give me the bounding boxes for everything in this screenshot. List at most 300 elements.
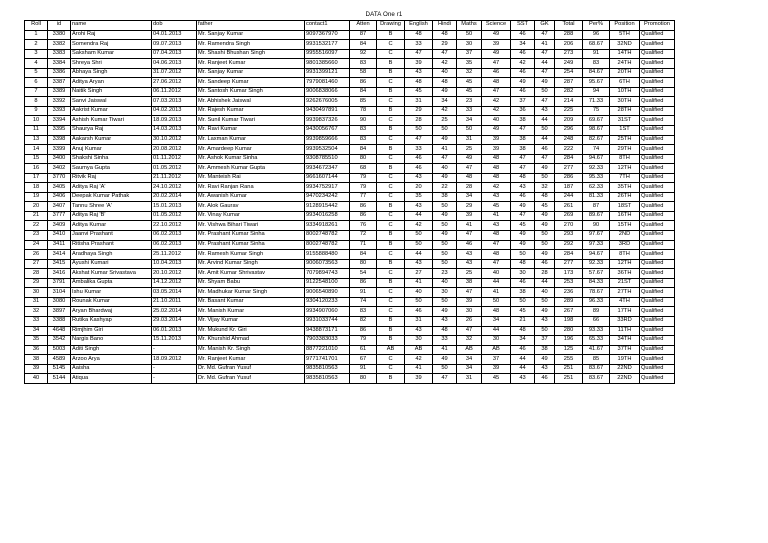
- roll-cell[interactable]: 14: [25, 145, 48, 155]
- id-cell[interactable]: 3777: [48, 211, 71, 221]
- per-cell[interactable]: 97.67: [583, 231, 610, 241]
- drawing-cell[interactable]: B: [377, 316, 405, 326]
- atten-cell[interactable]: 78: [350, 106, 377, 116]
- dob-cell[interactable]: 29.03.2014: [152, 316, 197, 326]
- col-header[interactable]: Promotion: [640, 21, 675, 31]
- atten-cell[interactable]: 92: [350, 49, 377, 59]
- sst-cell[interactable]: 44: [511, 355, 535, 365]
- english-cell[interactable]: 27: [405, 269, 433, 279]
- hindi-cell[interactable]: 40: [433, 164, 457, 174]
- roll-cell[interactable]: 18: [25, 183, 48, 193]
- id-cell[interactable]: 5145: [48, 364, 71, 374]
- roll-cell[interactable]: 33: [25, 316, 48, 326]
- sst-cell[interactable]: 46: [511, 87, 535, 97]
- hindi-cell[interactable]: 42: [433, 59, 457, 69]
- father-cell[interactable]: Mr. Sandeep Kumar: [197, 78, 305, 88]
- per-cell[interactable]: 95.33: [583, 173, 610, 183]
- id-cell[interactable]: 3400: [48, 154, 71, 164]
- promotion-cell[interactable]: Qualified: [640, 269, 675, 279]
- drawing-cell[interactable]: C: [377, 355, 405, 365]
- gk-cell[interactable]: 49: [535, 355, 555, 365]
- english-cell[interactable]: 30: [405, 336, 433, 346]
- drawing-cell[interactable]: C: [377, 183, 405, 193]
- position-cell[interactable]: 11TH: [610, 326, 640, 336]
- english-cell[interactable]: 46: [405, 164, 433, 174]
- father-cell[interactable]: Mr. Vijay Kumar: [197, 316, 305, 326]
- name-cell[interactable]: Naitik Singh: [71, 87, 152, 97]
- promotion-cell[interactable]: Qualified: [640, 288, 675, 298]
- drawing-cell[interactable]: C: [377, 40, 405, 50]
- hindi-cell[interactable]: 49: [433, 307, 457, 317]
- total-cell[interactable]: 198: [555, 316, 583, 326]
- total-cell[interactable]: 244: [555, 192, 583, 202]
- hindi-cell[interactable]: 40: [433, 68, 457, 78]
- sst-cell[interactable]: 47: [511, 126, 535, 136]
- father-cell[interactable]: Mr. Manish Kumar: [197, 307, 305, 317]
- id-cell[interactable]: 3395: [48, 126, 71, 136]
- english-cell[interactable]: 50: [405, 240, 433, 250]
- science-cell[interactable]: 48: [482, 173, 511, 183]
- father-cell[interactable]: Mr. Sanjay Kumar: [197, 30, 305, 40]
- sst-cell[interactable]: 38: [511, 288, 535, 298]
- per-cell[interactable]: 83.67: [583, 364, 610, 374]
- dob-cell[interactable]: 31.07.2012: [152, 68, 197, 78]
- position-cell[interactable]: 15TH: [610, 221, 640, 231]
- science-cell[interactable]: 44: [482, 326, 511, 336]
- maths-cell[interactable]: 47: [457, 164, 482, 174]
- science-cell[interactable]: 40: [482, 116, 511, 126]
- id-cell[interactable]: 3398: [48, 135, 71, 145]
- maths-cell[interactable]: 43: [457, 259, 482, 269]
- name-cell[interactable]: Aaisha: [71, 364, 152, 374]
- dob-cell[interactable]: 04.06.2013: [152, 59, 197, 69]
- name-cell[interactable]: Aditya Raj 'B': [71, 211, 152, 221]
- sst-cell[interactable]: 34: [511, 40, 535, 50]
- col-header[interactable]: Per%: [583, 21, 610, 31]
- contact-cell[interactable]: 9006073563: [305, 259, 350, 269]
- english-cell[interactable]: 43: [405, 259, 433, 269]
- english-cell[interactable]: 31: [405, 97, 433, 107]
- promotion-cell[interactable]: Qualified: [640, 183, 675, 193]
- english-cell[interactable]: 40: [405, 288, 433, 298]
- drawing-cell[interactable]: C: [377, 221, 405, 231]
- contact-cell[interactable]: 9006540890: [305, 288, 350, 298]
- dob-cell[interactable]: 20.10.2012: [152, 269, 197, 279]
- total-cell[interactable]: 249: [555, 59, 583, 69]
- hindi-cell[interactable]: 49: [433, 355, 457, 365]
- maths-cell[interactable]: 34: [457, 364, 482, 374]
- maths-cell[interactable]: 38: [457, 278, 482, 288]
- id-cell[interactable]: 3383: [48, 49, 71, 59]
- atten-cell[interactable]: 71: [350, 240, 377, 250]
- total-cell[interactable]: 236: [555, 288, 583, 298]
- position-cell[interactable]: 30TH: [610, 97, 640, 107]
- per-cell[interactable]: 90: [583, 221, 610, 231]
- promotion-cell[interactable]: Qualified: [640, 116, 675, 126]
- science-cell[interactable]: 48: [482, 231, 511, 241]
- sst-cell[interactable]: 49: [511, 202, 535, 212]
- drawing-cell[interactable]: C: [377, 78, 405, 88]
- total-cell[interactable]: 273: [555, 49, 583, 59]
- total-cell[interactable]: 225: [555, 106, 583, 116]
- col-header[interactable]: English: [405, 21, 433, 31]
- roll-cell[interactable]: 22: [25, 221, 48, 231]
- promotion-cell[interactable]: Qualified: [640, 211, 675, 221]
- id-cell[interactable]: 3405: [48, 183, 71, 193]
- position-cell[interactable]: 6TH: [610, 78, 640, 88]
- per-cell[interactable]: 93.33: [583, 326, 610, 336]
- maths-cell[interactable]: 34: [457, 192, 482, 202]
- name-cell[interactable]: Shreya Shri: [71, 59, 152, 69]
- sst-cell[interactable]: 46: [511, 192, 535, 202]
- id-cell[interactable]: 3409: [48, 221, 71, 231]
- id-cell[interactable]: 4589: [48, 355, 71, 365]
- science-cell[interactable]: 37: [482, 355, 511, 365]
- name-cell[interactable]: Ritvik Raj: [71, 173, 152, 183]
- total-cell[interactable]: 267: [555, 307, 583, 317]
- gk-cell[interactable]: 49: [535, 221, 555, 231]
- atten-cell[interactable]: 83: [350, 59, 377, 69]
- roll-cell[interactable]: 17: [25, 173, 48, 183]
- roll-cell[interactable]: 28: [25, 269, 48, 279]
- name-cell[interactable]: Aditya Raj 'A': [71, 183, 152, 193]
- english-cell[interactable]: 42: [405, 221, 433, 231]
- atten-cell[interactable]: 67: [350, 355, 377, 365]
- maths-cell[interactable]: 30: [457, 307, 482, 317]
- contact-cell[interactable]: 9931033744: [305, 316, 350, 326]
- maths-cell[interactable]: 50: [457, 30, 482, 40]
- total-cell[interactable]: 254: [555, 68, 583, 78]
- total-cell[interactable]: 293: [555, 231, 583, 241]
- father-cell[interactable]: Mr. Ranjeet Kumar: [197, 355, 305, 365]
- hindi-cell[interactable]: 50: [433, 297, 457, 307]
- position-cell[interactable]: 33RD: [610, 316, 640, 326]
- id-cell[interactable]: 3384: [48, 59, 71, 69]
- position-cell[interactable]: 37TH: [610, 345, 640, 355]
- atten-cell[interactable]: 84: [350, 40, 377, 50]
- total-cell[interactable]: 196: [555, 336, 583, 346]
- maths-cell[interactable]: 45: [457, 87, 482, 97]
- per-cell[interactable]: 87: [583, 202, 610, 212]
- dob-cell[interactable]: 03.05.2014: [152, 288, 197, 298]
- gk-cell[interactable]: 47: [535, 154, 555, 164]
- per-cell[interactable]: 75: [583, 106, 610, 116]
- position-cell[interactable]: 7TH: [610, 173, 640, 183]
- atten-cell[interactable]: 86: [350, 78, 377, 88]
- dob-cell[interactable]: 06.01.2013: [152, 326, 197, 336]
- contact-cell[interactable]: 9939532504: [305, 145, 350, 155]
- name-cell[interactable]: Ayushi Kumari: [71, 259, 152, 269]
- drawing-cell[interactable]: C: [377, 49, 405, 59]
- atten-cell[interactable]: 80: [350, 154, 377, 164]
- col-header[interactable]: Drawing: [377, 21, 405, 31]
- name-cell[interactable]: Somendra Raj: [71, 40, 152, 50]
- name-cell[interactable]: Abhaya Singh: [71, 68, 152, 78]
- dob-cell[interactable]: -: [152, 374, 197, 384]
- position-cell[interactable]: 34TH: [610, 336, 640, 346]
- hindi-cell[interactable]: 23: [433, 269, 457, 279]
- gk-cell[interactable]: 49: [535, 78, 555, 88]
- drawing-cell[interactable]: B: [377, 145, 405, 155]
- father-cell[interactable]: Mr. Madhukar Kumar Singh: [197, 288, 305, 298]
- col-header[interactable]: dob: [152, 21, 197, 31]
- id-cell[interactable]: 3104: [48, 288, 71, 298]
- position-cell[interactable]: 22ND: [610, 374, 640, 384]
- maths-cell[interactable]: 28: [457, 183, 482, 193]
- position-cell[interactable]: 2ND: [610, 231, 640, 241]
- maths-cell[interactable]: 29: [457, 202, 482, 212]
- drawing-cell[interactable]: B: [377, 231, 405, 241]
- id-cell[interactable]: 5003: [48, 345, 71, 355]
- per-cell[interactable]: 62.33: [583, 183, 610, 193]
- promotion-cell[interactable]: Qualified: [640, 316, 675, 326]
- gk-cell[interactable]: 50: [535, 173, 555, 183]
- gk-cell[interactable]: 47: [535, 30, 555, 40]
- english-cell[interactable]: 41: [405, 364, 433, 374]
- sst-cell[interactable]: 49: [511, 240, 535, 250]
- dob-cell[interactable]: 25.02.2014: [152, 307, 197, 317]
- father-cell[interactable]: Mr. Rajesh Kumar: [197, 106, 305, 116]
- total-cell[interactable]: 253: [555, 278, 583, 288]
- gk-cell[interactable]: 49: [535, 250, 555, 260]
- per-cell[interactable]: 96: [583, 30, 610, 40]
- gk-cell[interactable]: 46: [535, 145, 555, 155]
- gk-cell[interactable]: 37: [535, 336, 555, 346]
- dob-cell[interactable]: -: [152, 345, 197, 355]
- per-cell[interactable]: 82.67: [583, 135, 610, 145]
- hindi-cell[interactable]: 49: [433, 211, 457, 221]
- english-cell[interactable]: 39: [405, 374, 433, 384]
- contact-cell[interactable]: 9661607144: [305, 173, 350, 183]
- roll-cell[interactable]: 23: [25, 231, 48, 241]
- english-cell[interactable]: 31: [405, 316, 433, 326]
- sst-cell[interactable]: 36: [511, 106, 535, 116]
- sst-cell[interactable]: 46: [511, 30, 535, 40]
- name-cell[interactable]: Aryan Bhardwaj: [71, 307, 152, 317]
- col-header[interactable]: Science: [482, 21, 511, 31]
- position-cell[interactable]: 21ST: [610, 278, 640, 288]
- science-cell[interactable]: 47: [482, 59, 511, 69]
- roll-cell[interactable]: 11: [25, 126, 48, 136]
- father-cell[interactable]: Mr. Ashok Kumar Sinha: [197, 154, 305, 164]
- id-cell[interactable]: 3407: [48, 202, 71, 212]
- promotion-cell[interactable]: Qualified: [640, 202, 675, 212]
- sst-cell[interactable]: 38: [511, 116, 535, 126]
- per-cell[interactable]: 69.67: [583, 116, 610, 126]
- drawing-cell[interactable]: AB: [377, 345, 405, 355]
- hindi-cell[interactable]: 22: [433, 183, 457, 193]
- father-cell[interactable]: Mr. Awanish Kumar: [197, 192, 305, 202]
- promotion-cell[interactable]: Qualified: [640, 326, 675, 336]
- col-header[interactable]: Roll: [25, 21, 48, 31]
- name-cell[interactable]: Saksham Kumar: [71, 49, 152, 59]
- drawing-cell[interactable]: B: [377, 106, 405, 116]
- sst-cell[interactable]: 46: [511, 345, 535, 355]
- promotion-cell[interactable]: Qualified: [640, 173, 675, 183]
- atten-cell[interactable]: 72: [350, 231, 377, 241]
- english-cell[interactable]: 48: [405, 78, 433, 88]
- sst-cell[interactable]: 48: [511, 259, 535, 269]
- promotion-cell[interactable]: Qualified: [640, 97, 675, 107]
- science-cell[interactable]: 44: [482, 278, 511, 288]
- english-cell[interactable]: 43: [405, 202, 433, 212]
- maths-cell[interactable]: 50: [457, 126, 482, 136]
- english-cell[interactable]: 20: [405, 183, 433, 193]
- position-cell[interactable]: 36TH: [610, 269, 640, 279]
- per-cell[interactable]: 81.33: [583, 192, 610, 202]
- father-cell[interactable]: Mr. Laxman Kumar: [197, 135, 305, 145]
- drawing-cell[interactable]: C: [377, 297, 405, 307]
- sst-cell[interactable]: 49: [511, 231, 535, 241]
- science-cell[interactable]: 30: [482, 336, 511, 346]
- total-cell[interactable]: 269: [555, 211, 583, 221]
- roll-cell[interactable]: 10: [25, 116, 48, 126]
- english-cell[interactable]: 48: [405, 30, 433, 40]
- position-cell[interactable]: 1ST: [610, 126, 640, 136]
- gk-cell[interactable]: 49: [535, 307, 555, 317]
- hindi-cell[interactable]: 49: [433, 231, 457, 241]
- atten-cell[interactable]: 90: [350, 116, 377, 126]
- english-cell[interactable]: 44: [405, 250, 433, 260]
- col-header[interactable]: Total: [555, 21, 583, 31]
- gk-cell[interactable]: 47: [535, 68, 555, 78]
- english-cell[interactable]: 41: [405, 278, 433, 288]
- promotion-cell[interactable]: Qualified: [640, 192, 675, 202]
- gk-cell[interactable]: 47: [535, 97, 555, 107]
- id-cell[interactable]: 3406: [48, 192, 71, 202]
- per-cell[interactable]: 83.67: [583, 374, 610, 384]
- sst-cell[interactable]: 42: [511, 59, 535, 69]
- promotion-cell[interactable]: Qualified: [640, 221, 675, 231]
- dob-cell[interactable]: 04.01.2013: [152, 30, 197, 40]
- drawing-cell[interactable]: B: [377, 336, 405, 346]
- id-cell[interactable]: 3414: [48, 250, 71, 260]
- father-cell[interactable]: Mr. Shyam Babu: [197, 278, 305, 288]
- per-cell[interactable]: 89: [583, 307, 610, 317]
- name-cell[interactable]: Shaurya Raj: [71, 126, 152, 136]
- dob-cell[interactable]: 06.02.2013: [152, 231, 197, 241]
- promotion-cell[interactable]: Qualified: [640, 364, 675, 374]
- dob-cell[interactable]: 18.09.2012: [152, 355, 197, 365]
- atten-cell[interactable]: 74: [350, 297, 377, 307]
- total-cell[interactable]: 261: [555, 202, 583, 212]
- atten-cell[interactable]: 91: [350, 288, 377, 298]
- total-cell[interactable]: 292: [555, 240, 583, 250]
- col-header[interactable]: Position: [610, 21, 640, 31]
- position-cell[interactable]: 4TH: [610, 297, 640, 307]
- contact-cell[interactable]: 9262676005: [305, 97, 350, 107]
- total-cell[interactable]: 125: [555, 345, 583, 355]
- col-header[interactable]: id: [48, 21, 71, 31]
- col-header[interactable]: Atten: [350, 21, 377, 31]
- per-cell[interactable]: 95.67: [583, 78, 610, 88]
- sst-cell[interactable]: 47: [511, 164, 535, 174]
- maths-cell[interactable]: 23: [457, 97, 482, 107]
- sst-cell[interactable]: 46: [511, 278, 535, 288]
- sst-cell[interactable]: 46: [511, 68, 535, 78]
- hindi-cell[interactable]: 47: [433, 154, 457, 164]
- name-cell[interactable]: Sanvi Jaiswal: [71, 97, 152, 107]
- dob-cell[interactable]: 06.02.2013: [152, 240, 197, 250]
- roll-cell[interactable]: 30: [25, 288, 48, 298]
- name-cell[interactable]: Tannu Shree 'A': [71, 202, 152, 212]
- gk-cell[interactable]: 50: [535, 326, 555, 336]
- total-cell[interactable]: 222: [555, 145, 583, 155]
- english-cell[interactable]: AB: [405, 345, 433, 355]
- col-header[interactable]: GK: [535, 21, 555, 31]
- promotion-cell[interactable]: Qualified: [640, 154, 675, 164]
- position-cell[interactable]: 32ND: [610, 40, 640, 50]
- total-cell[interactable]: 187: [555, 183, 583, 193]
- contact-cell[interactable]: 9835810563: [305, 374, 350, 384]
- sst-cell[interactable]: 45: [511, 307, 535, 317]
- drawing-cell[interactable]: B: [377, 164, 405, 174]
- dob-cell[interactable]: 01.05.2012: [152, 164, 197, 174]
- name-cell[interactable]: Arohi Raj: [71, 30, 152, 40]
- sst-cell[interactable]: 21: [511, 316, 535, 326]
- hindi-cell[interactable]: 43: [433, 316, 457, 326]
- name-cell[interactable]: Rutika Kashyap: [71, 316, 152, 326]
- sst-cell[interactable]: 50: [511, 297, 535, 307]
- father-cell[interactable]: Mr. Ammesh Kumar Gupta: [197, 164, 305, 174]
- name-cell[interactable]: Jaanvi Prashant: [71, 231, 152, 241]
- name-cell[interactable]: Arzoo Arya: [71, 355, 152, 365]
- father-cell[interactable]: Mr. Ravi Ranjan Rana: [197, 183, 305, 193]
- contact-cell[interactable]: 9430056767: [305, 126, 350, 136]
- father-cell[interactable]: Mr. Shashi Bhushan Singh: [197, 49, 305, 59]
- atten-cell[interactable]: 83: [350, 135, 377, 145]
- name-cell[interactable]: Aradhaya Singh: [71, 250, 152, 260]
- atten-cell[interactable]: 82: [350, 316, 377, 326]
- total-cell[interactable]: 288: [555, 30, 583, 40]
- id-cell[interactable]: 3402: [48, 164, 71, 174]
- name-cell[interactable]: Ritisha Prashant: [71, 240, 152, 250]
- maths-cell[interactable]: 32: [457, 68, 482, 78]
- father-cell[interactable]: Mr. Manish Kr. Singh: [197, 345, 305, 355]
- name-cell[interactable]: Shakshi Sinha: [71, 154, 152, 164]
- position-cell[interactable]: 18ST: [610, 202, 640, 212]
- science-cell[interactable]: 42: [482, 106, 511, 116]
- science-cell[interactable]: AB: [482, 345, 511, 355]
- dob-cell[interactable]: 24.10.2012: [152, 183, 197, 193]
- total-cell[interactable]: 206: [555, 40, 583, 50]
- per-cell[interactable]: 78.67: [583, 288, 610, 298]
- science-cell[interactable]: 50: [482, 297, 511, 307]
- id-cell[interactable]: 3394: [48, 116, 71, 126]
- id-cell[interactable]: 3410: [48, 231, 71, 241]
- position-cell[interactable]: 12TH: [610, 164, 640, 174]
- id-cell[interactable]: 3387: [48, 78, 71, 88]
- id-cell[interactable]: 3388: [48, 316, 71, 326]
- per-cell[interactable]: 98.67: [583, 126, 610, 136]
- science-cell[interactable]: 48: [482, 307, 511, 317]
- roll-cell[interactable]: 19: [25, 192, 48, 202]
- science-cell[interactable]: 45: [482, 202, 511, 212]
- id-cell[interactable]: 4648: [48, 326, 71, 336]
- contact-cell[interactable]: 9835810563: [305, 364, 350, 374]
- dob-cell[interactable]: 07.04.2013: [152, 49, 197, 59]
- total-cell[interactable]: 287: [555, 78, 583, 88]
- atten-cell[interactable]: 79: [350, 173, 377, 183]
- maths-cell[interactable]: 30: [457, 40, 482, 50]
- per-cell[interactable]: 74: [583, 145, 610, 155]
- maths-cell[interactable]: 25: [457, 269, 482, 279]
- name-cell[interactable]: Anuj Kumar: [71, 145, 152, 155]
- drawing-cell[interactable]: C: [377, 154, 405, 164]
- promotion-cell[interactable]: Qualified: [640, 307, 675, 317]
- father-cell[interactable]: Dr. Md. Gufran Yusuf: [197, 364, 305, 374]
- sst-cell[interactable]: 48: [511, 173, 535, 183]
